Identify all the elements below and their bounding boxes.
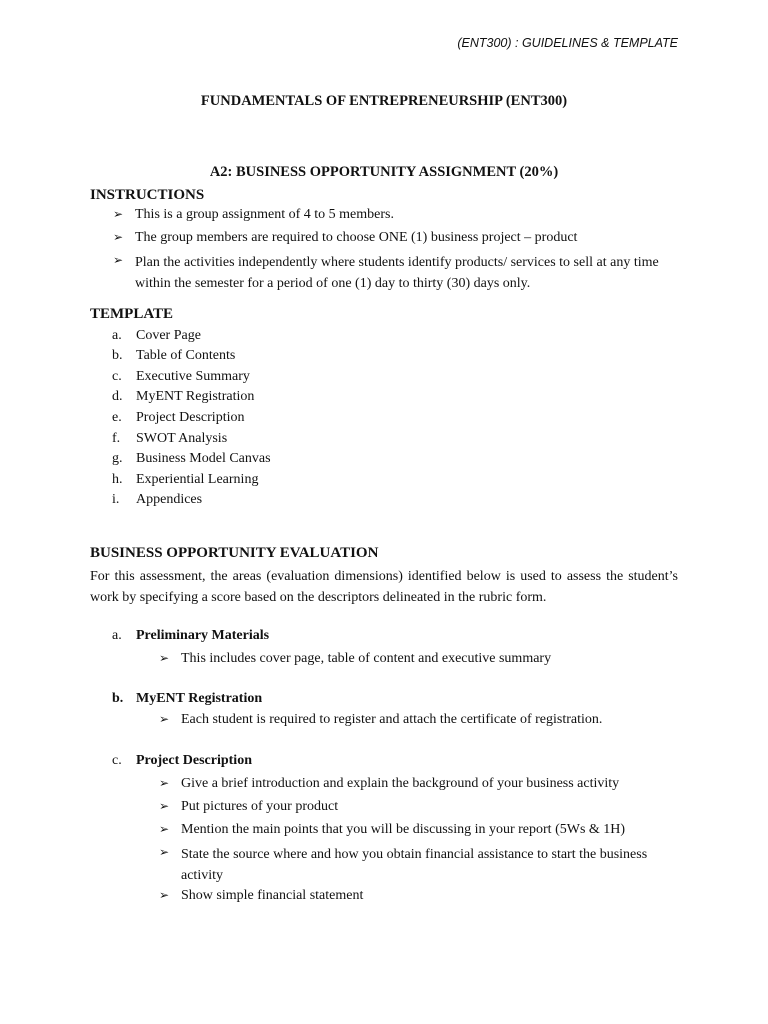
arrow-bullet-icon: ➢: [159, 888, 170, 902]
arrow-bullet-icon: ➢: [113, 207, 124, 221]
arrow-bullet-icon: ➢: [159, 712, 170, 726]
evaluation-bullet: ➢ Mention the main points that you will be discussing in your report (5Ws & 1H): [159, 822, 626, 837]
arrow-bullet-icon: ➢: [113, 230, 124, 244]
instruction-item: ➢ The group members are required to choose ONE (1) business project – product: [113, 230, 578, 245]
instruction-item: ➢ This is a group assignment of 4 to 5 members.: [113, 207, 394, 222]
document-page: (ENT300) : GUIDELINES & TEMPLATE FUNDAMENTALS OF ENTREPRENEURSHIP (ENT300) A2: BUSINESS OPPORTUNITY ASSIGNMENT (20%) INSTRUCTIONS ➢ This is a group assignment of 4 to 5 members. ➢ The group members are required to choose ONE (1) business project – product ➢ Plan the activities independently where students identify products/ services to sell at any time within the semester for a period of one (1) day to thirty (30) days only. TEMPLATE a. Cover Page b. Table of Contents c. Executive Summary d. MyENT Registration e. Project Description f. SWOT Analysis g. Business Model Canvas h. Experiential Learning i. Appendices BUSINESS OPPORTUNITY EVALUATION For this assessment, the areas (evaluation dimensions) identified below is used to assess the student’s work by specifying a score based on the descriptors delineated in the rubric form. a. Preliminary Materials ➢ This includes cover page, table of content and executive summary b. MyENT Registration ➢ Each student is required to register and attach the certificate of registration. c. Project Description ➢ Give a brief introduction and explain the background of your business activity ➢ Put pictures of your product ➢ Mention the main points that you will be discussing in your report (5Ws & 1H) ➢ State the source where and how you obtain financial assistance to start the business activity ➢ Show simple financial statement: [0, 0, 768, 1024]
document-title: FUNDAMENTALS OF ENTREPRENEURSHIP (ENT300): [200, 93, 568, 109]
arrow-bullet-icon: ➢: [159, 776, 170, 790]
evaluation-bullet: ➢ Give a brief introduction and explain the background of your business activity: [159, 776, 620, 791]
evaluation-intro: For this assessment, the areas (evaluation dimensions) identified below is used to assess the student’s work by specifying a score based on the descriptors delineated in the rubric form.: [90, 569, 678, 605]
evaluation-bullet: ➢ Each student is required to register and attach the certificate of registration.: [159, 712, 603, 727]
template-heading: TEMPLATE: [90, 306, 174, 322]
instructions-heading: INSTRUCTIONS: [90, 187, 205, 203]
evaluation-bullet: ➢ Show simple financial statement: [159, 888, 364, 903]
running-header: (ENT300) : GUIDELINES & TEMPLATE: [457, 36, 678, 50]
evaluation-bullet: ➢ Put pictures of your product: [159, 799, 339, 814]
evaluation-bullet: ➢ State the source where and how you obtain financial assistance to start the business activity: [159, 845, 648, 883]
assignment-subtitle: A2: BUSINESS OPPORTUNITY ASSIGNMENT (20%): [209, 164, 559, 180]
arrow-bullet-icon: ➢: [159, 822, 170, 836]
evaluation-bullet: ➢ This includes cover page, table of content and executive summary: [159, 651, 552, 666]
arrow-bullet-icon: ➢: [159, 651, 170, 665]
arrow-bullet-icon: ➢: [159, 845, 170, 859]
arrow-bullet-icon: ➢: [159, 799, 170, 813]
instruction-item: ➢ Plan the activities independently where students identify products/ services to sell at any time within the semester for a period of one (1) day to thirty (30) days only.: [113, 253, 659, 291]
evaluation-heading: BUSINESS OPPORTUNITY EVALUATION: [90, 545, 379, 561]
arrow-bullet-icon: ➢: [113, 253, 124, 267]
